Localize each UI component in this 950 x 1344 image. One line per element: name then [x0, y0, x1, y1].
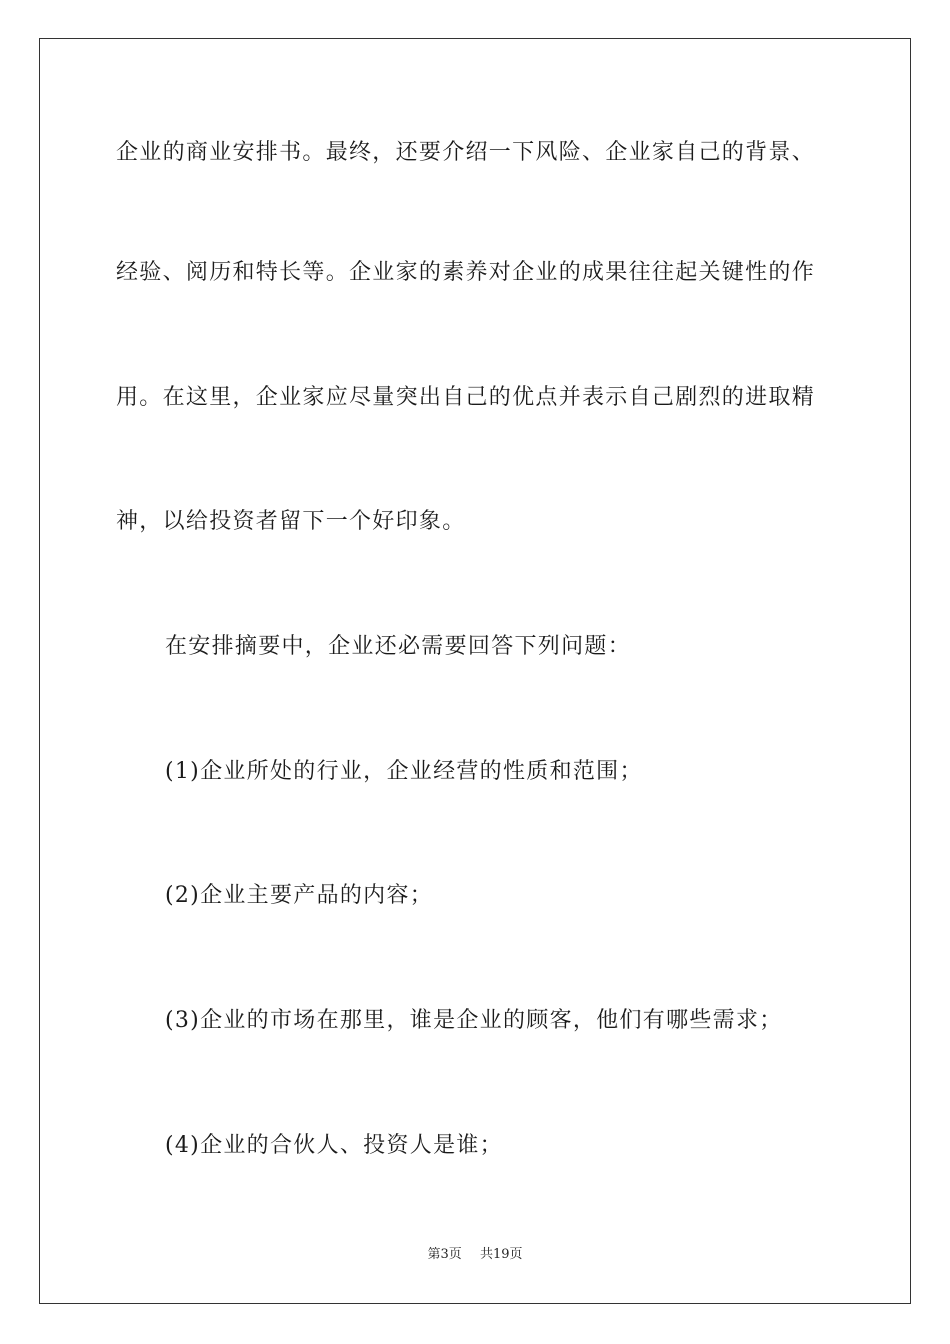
- question-item: (4)企业的合伙人、投资人是谁；: [165, 1133, 503, 1158]
- question-item: (3)企业的市场在那里，谁是企业的顾客，他们有哪些需求；: [165, 1008, 783, 1033]
- body-text-line: 企业的商业安排书。最终，还要介绍一下风险、企业家自己的背景、: [116, 140, 816, 165]
- intro-line: 在安排摘要中，企业还必需要回答下列问题：: [165, 634, 632, 659]
- page-frame: [39, 38, 911, 1304]
- page-total: 共19页: [479, 1247, 523, 1262]
- body-text-line: 神，以给投资者留下一个好印象。: [116, 509, 466, 534]
- body-text-line: 用。在这里，企业家应尽量突出自己的优点并表示自己剧烈的进取精: [116, 385, 816, 410]
- question-item: (2)企业主要产品的内容；: [165, 883, 434, 908]
- body-text-line: 经验、阅历和特长等。企业家的素养对企业的成果往往起关键性的作: [116, 260, 816, 285]
- page-number: 第3页: [427, 1247, 462, 1262]
- question-item: (1)企业所处的行业，企业经营的性质和范围；: [165, 759, 643, 784]
- page-footer: [0, 1246, 950, 1264]
